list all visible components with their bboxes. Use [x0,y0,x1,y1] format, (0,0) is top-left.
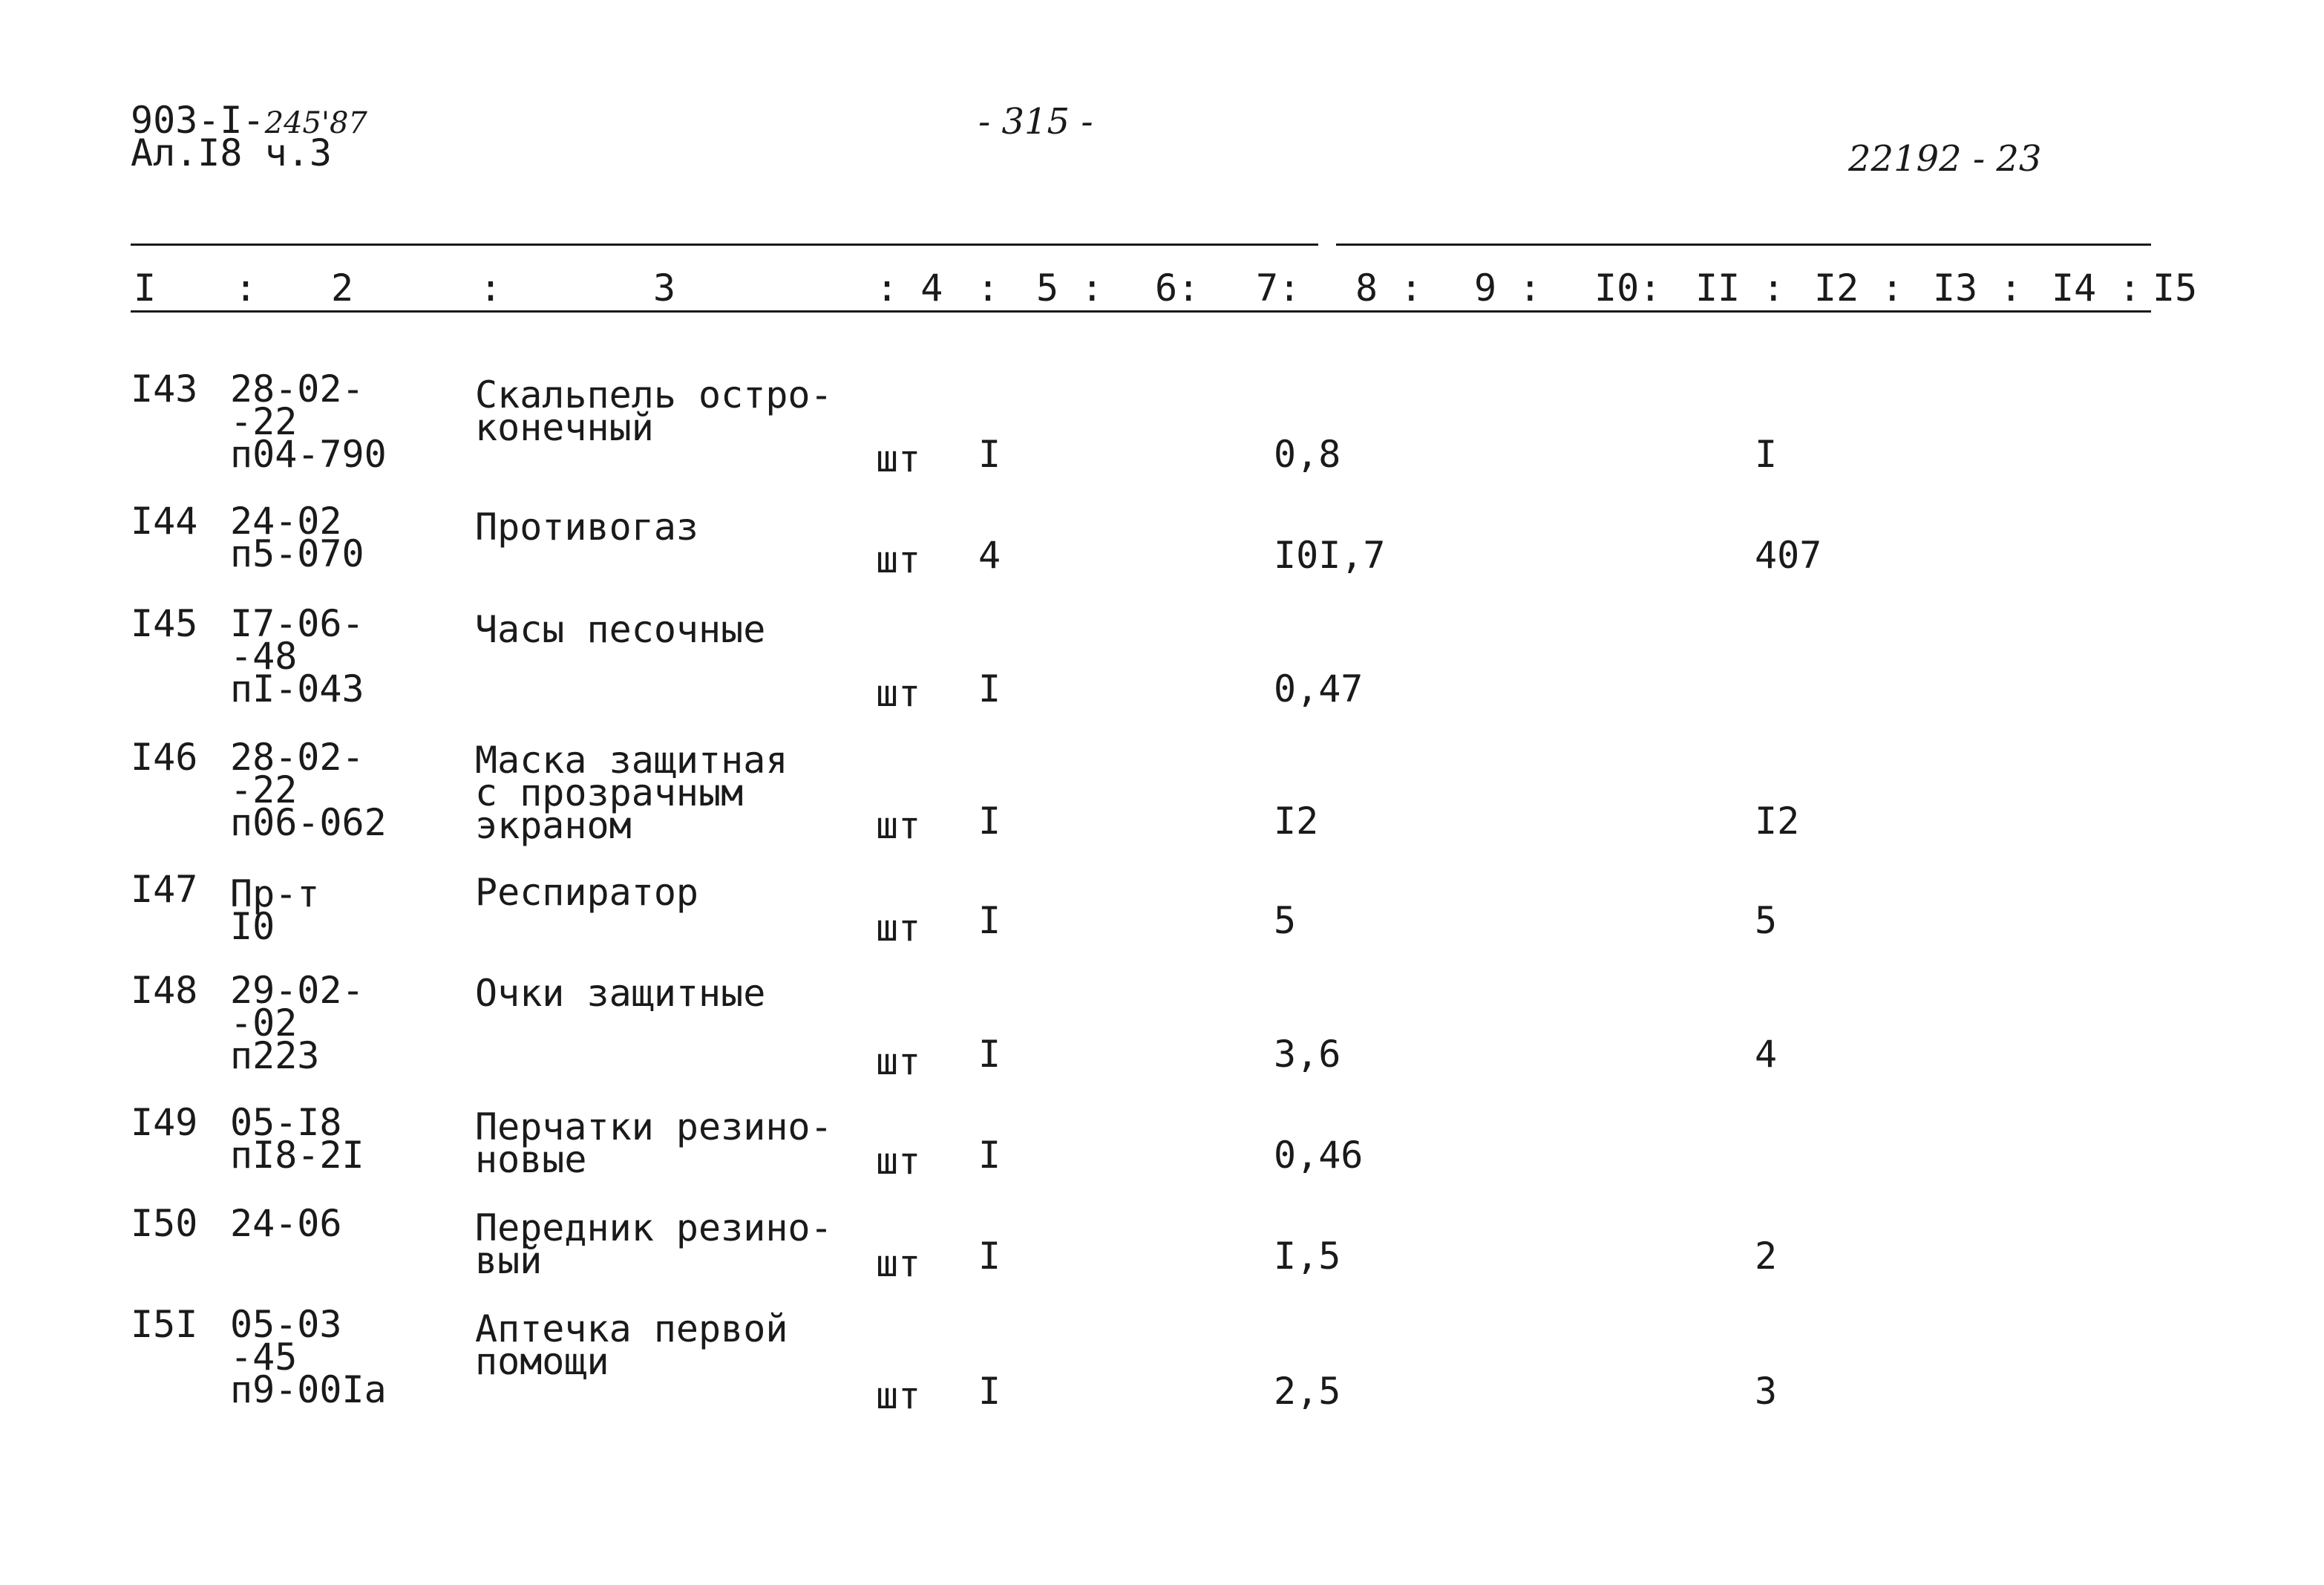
row-name: Перчатки резино- новые [475,1105,833,1181]
column-header-1: I [134,267,157,310]
row-number: I5I [131,1303,198,1346]
row-unit: шт [876,1040,921,1083]
row-code: 28-02- -22 п04-790 [230,367,387,476]
column-header-13: I3 : [1933,267,2023,310]
row-col11: 3 [1755,1370,1778,1413]
row-col7: 5 [1274,899,1297,942]
document-code-prefix: 903-I- [131,99,265,142]
document-code-handwritten: 245'87 [264,106,367,140]
column-header-6: 6: [1155,267,1200,310]
row-qty: I [978,899,1001,942]
row-name: Аптечка первой помощи [475,1307,788,1383]
row-name: Очки защитные [475,972,766,1015]
column-header-14: I4 : [2052,267,2141,310]
row-code: 05-I8 пI8-2I [230,1101,364,1177]
row-col7: 0,47 [1274,667,1364,710]
row-number: I50 [131,1202,198,1245]
row-unit: шт [876,538,921,581]
row-col11: 5 [1755,899,1778,942]
column-header-3: 3 [653,267,676,310]
row-qty: I [978,1235,1001,1278]
row-unit: шт [876,804,921,847]
column-header-12: I2 : [1814,267,1904,310]
row-unit: шт [876,437,921,480]
top-rule-left [131,244,1318,246]
row-col7: I0I,7 [1274,534,1386,577]
header-bottom-rule [131,310,2151,313]
row-number: I47 [131,868,198,911]
row-qty: I [978,800,1001,843]
row-code: 05-03 -45 п9-00Iа [230,1303,387,1411]
row-name: Скальпель остро- конечный [475,373,833,449]
row-col7: 2,5 [1274,1370,1341,1413]
row-number: I49 [131,1101,198,1144]
row-code: 29-02- -02 п223 [230,969,364,1077]
row-col7: 0,46 [1274,1134,1364,1177]
row-number: I46 [131,736,198,779]
row-qty: 4 [978,534,1001,577]
album-label: Ал.I8 ч.3 [131,131,332,174]
top-rule-right [1336,244,2151,246]
column-header-sep: : [235,267,258,310]
row-name: Часы песочные [475,608,766,651]
row-code: 28-02- -22 п06-062 [230,736,387,844]
column-header-sep: : [977,267,1000,310]
column-header-11: II : [1695,267,1785,310]
column-header-2: 2 [331,267,354,310]
column-header-5: 5 : [1036,267,1104,310]
column-header-10: I0: [1594,267,1662,310]
row-number: I48 [131,969,198,1012]
column-header-8: 8 : [1355,267,1423,310]
row-name: Противогаз [475,506,699,549]
row-qty: I [978,1033,1001,1076]
row-col7: I,5 [1274,1235,1341,1278]
row-qty: I [978,667,1001,710]
row-col11: 4 [1755,1033,1778,1076]
column-header-sep: : [479,267,503,310]
row-col7: 3,6 [1274,1033,1341,1076]
row-col7: I2 [1274,800,1319,843]
row-col7: 0,8 [1274,433,1341,476]
row-code: I7-06- -48 пI-043 [230,602,364,710]
column-header-15: I5 [2153,267,2198,310]
row-col11: I [1755,433,1778,476]
row-code: 24-06 [230,1202,342,1245]
sheet-id: 22192 - 23 [1848,138,2042,180]
row-unit: шт [876,1242,921,1285]
column-header-4: : 4 [876,267,943,310]
page-number: - 315 - [978,101,1093,143]
row-unit: шт [876,1374,921,1417]
column-header-9: 9 : [1474,267,1542,310]
row-number: I45 [131,602,198,645]
row-number: I43 [131,367,198,411]
row-code: Пр-т I0 [230,872,320,948]
row-qty: I [978,1134,1001,1177]
row-col11: 2 [1755,1235,1778,1278]
row-unit: шт [876,1140,921,1183]
row-qty: I [978,433,1001,476]
column-header-7: 7: [1256,267,1301,310]
row-col11: I2 [1755,800,1800,843]
row-col11: 407 [1755,534,1822,577]
row-unit: шт [876,672,921,715]
row-name: Маска защитная с прозрачным экраном [475,739,788,847]
row-name: Респиратор [475,871,699,914]
row-code: 24-02 п5-070 [230,500,364,575]
row-unit: шт [876,906,921,950]
row-name: Передник резино- вый [475,1206,833,1282]
row-number: I44 [131,500,198,543]
row-qty: I [978,1370,1001,1413]
